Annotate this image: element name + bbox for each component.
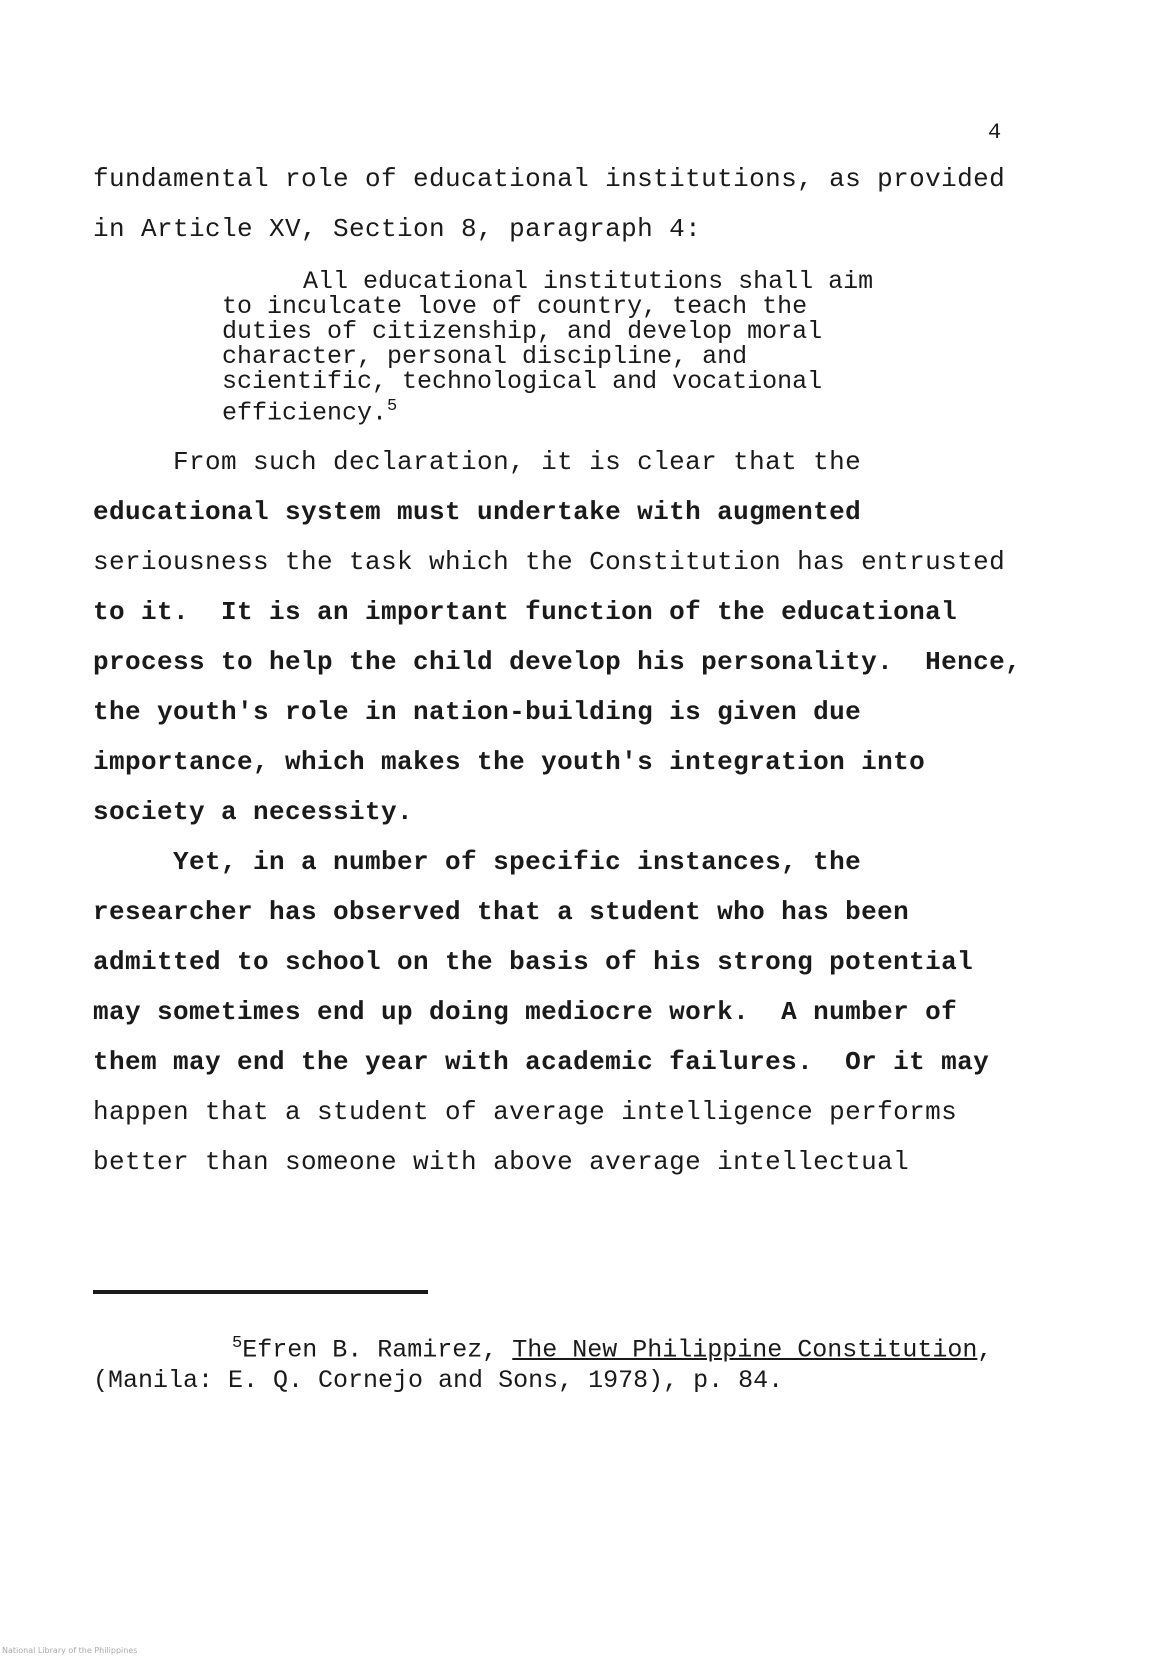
footnote-title: The New Philippine Constitution xyxy=(512,1335,978,1365)
body-line: Yet, in a number of specific instances, the xyxy=(93,847,862,877)
body-line: better than someone with above average intellectual xyxy=(93,1147,910,1177)
footnote-marker: 5 xyxy=(232,1334,243,1353)
body-line: process to help the child develop his personality. Hence, xyxy=(93,647,1022,677)
quote-line: All educational institutions shall aim xyxy=(303,267,874,296)
body-line: educational system must undertake with augmented xyxy=(93,497,862,527)
body-line: the youth's role in nation-building is given due xyxy=(93,697,862,727)
footnote-punct: , xyxy=(977,1335,993,1365)
footnote-divider xyxy=(93,1290,428,1294)
body-line: From such declaration, it is clear that the xyxy=(93,447,862,477)
body-line: importance, which makes the youth's integration into xyxy=(93,747,926,777)
body-line: may sometimes end up doing mediocre work. A number of xyxy=(93,997,958,1027)
footnote-author: Efren B. Ramirez, xyxy=(242,1335,513,1365)
body-line: researcher has observed that a student who has been xyxy=(93,897,910,927)
body-line: admitted to school on the basis of his strong potential xyxy=(93,947,974,977)
footnote-reference: 5 xyxy=(387,397,398,416)
quote-line: character, personal discipline, and xyxy=(222,342,748,371)
footnote-line xyxy=(232,1334,992,1364)
quote-line-text: efficiency. xyxy=(222,398,388,428)
body-line: to it. It is an important function of the educational xyxy=(93,597,958,627)
body-line: in Article XV, Section 8, paragraph 4: xyxy=(93,214,702,244)
quote-line xyxy=(222,393,397,426)
body-line: fundamental role of educational institutions, as provided xyxy=(93,164,1006,194)
quote-line: to inculcate love of country, teach the xyxy=(222,292,808,321)
body-line: them may end the year with academic failures. Or it may xyxy=(93,1047,990,1077)
body-line: seriousness the task which the Constitution has entrusted xyxy=(93,547,1006,577)
quote-line: scientific, technological and vocational xyxy=(222,367,823,396)
footnote-line: (Manila: E. Q. Cornejo and Sons, 1978), p. 84. xyxy=(93,1366,784,1395)
body-line: society a necessity. xyxy=(93,797,414,827)
body-line: happen that a student of average intelligence performs xyxy=(93,1097,958,1127)
quote-line: duties of citizenship, and develop moral xyxy=(222,317,823,346)
archive-credit: National Library of the Philippines xyxy=(2,1646,138,1655)
page-number: 4 xyxy=(988,120,1002,145)
